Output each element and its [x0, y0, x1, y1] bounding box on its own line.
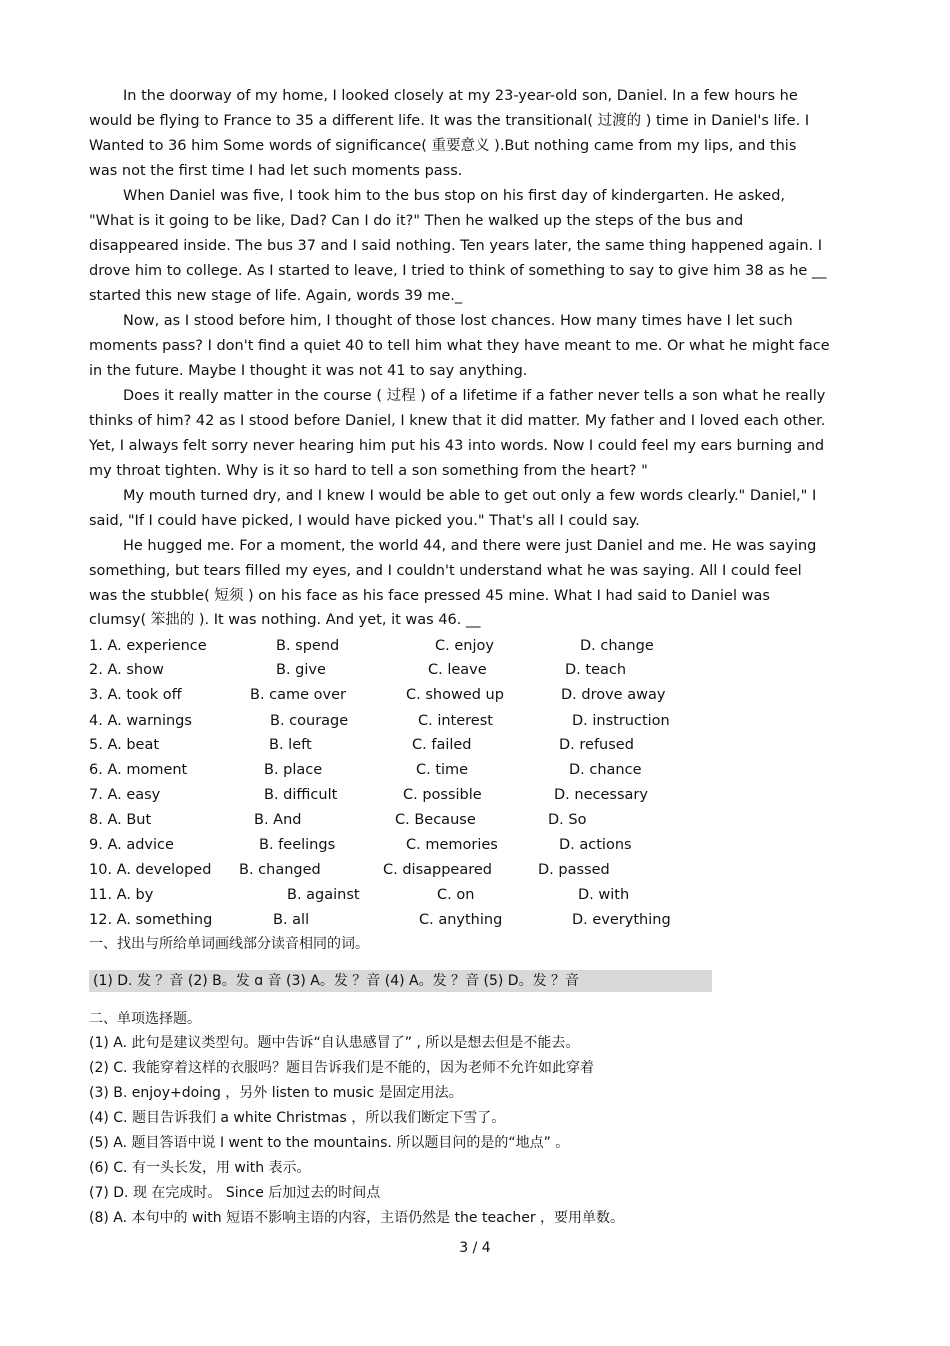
option-c: C. on	[437, 887, 475, 903]
option-a: 5. A. beat	[89, 737, 160, 753]
option-c: C. anything	[419, 912, 503, 928]
passage-line: something, but tears filled my eyes, and I couldn't understand what he was saying. All I could feel	[89, 563, 802, 579]
passage-line: drove him to college. As I started to leave, I tried to think of something to say to give him 38 as he __	[89, 263, 827, 279]
option-a: 1. A. experience	[89, 638, 207, 654]
passage-line: was not the first time I had let such moments pass.	[89, 163, 463, 179]
passage-line: started this new stage of life. Again, words 39 me._	[89, 288, 463, 304]
option-d: D. actions	[559, 837, 632, 853]
passage-line: "What is it going to be like, Dad? Can I do it?" Then he walked up the steps of the bus and	[89, 213, 744, 229]
option-d: D. change	[580, 638, 654, 654]
answer-item: (8) A. 本句中的 with 短语不影响主语的内容，主语仍然是 the teacher ，要用单数。	[89, 1210, 625, 1226]
option-d: D. So	[548, 812, 587, 828]
passage-line: said, "If I could have picked, I would have picked you." That's all I could say.	[89, 513, 640, 529]
page-number: 3 / 4	[459, 1240, 491, 1256]
option-d: D. with	[578, 887, 630, 903]
passage-line: He hugged me. For a moment, the world 44, and there were just Daniel and me. He was saying	[123, 538, 817, 554]
option-c: C. possible	[403, 787, 482, 803]
option-b: B. And	[254, 812, 302, 828]
option-c: C. leave	[428, 662, 487, 678]
option-b: B. left	[269, 737, 312, 753]
option-b: B. spend	[276, 638, 340, 654]
option-c: C. interest	[418, 713, 493, 729]
passage-line: When Daniel was five, I took him to the bus stop on his first day of kindergarten. He asked,	[123, 188, 786, 204]
option-row	[89, 685, 729, 705]
passage-line: clumsy( 笨拙的 ). It was nothing. And yet, it was 46. __	[89, 612, 481, 628]
option-d: D. passed	[538, 862, 610, 878]
option-d: D. necessary	[554, 787, 648, 803]
option-b: B. against	[287, 887, 360, 903]
option-row	[89, 735, 729, 755]
passage-line: Now, as I stood before him, I thought of those lost chances. How many times have I let such	[123, 313, 793, 329]
option-row	[89, 760, 729, 780]
option-a: 6. A. moment	[89, 762, 188, 778]
passage-line: In the doorway of my home, I looked closely at my 23-year-old son, Daniel. In a few hours he	[123, 88, 798, 104]
option-row	[89, 660, 729, 680]
answer-item: (6) C. 有一头长发，用 with 表示。	[89, 1160, 311, 1176]
option-b: B. changed	[239, 862, 321, 878]
answer-item: (7) D. 现 在完成时。 Since 后加过去的时间点	[89, 1185, 381, 1201]
option-c: C. time	[416, 762, 469, 778]
option-c: C. Because	[395, 812, 476, 828]
option-row	[89, 636, 729, 656]
option-c: C. failed	[412, 737, 472, 753]
option-row	[89, 910, 729, 930]
option-a: 7. A. easy	[89, 787, 161, 803]
option-b: B. give	[276, 662, 326, 678]
option-a: 3. A. took off	[89, 687, 182, 703]
option-row	[89, 835, 729, 855]
option-b: B. all	[273, 912, 310, 928]
passage-line: moments pass? I don't find a quiet 40 to tell him what they have meant to me. Or what he might face	[89, 338, 830, 354]
option-a: 11. A. by	[89, 887, 154, 903]
passage-line: disappeared inside. The bus 37 and I said nothing. Ten years later, the same thing happened again. I	[89, 238, 822, 254]
option-b: B. feelings	[259, 837, 336, 853]
passage-line: thinks of him? 42 as I stood before Daniel, I knew that it did matter. My father and I loved each other.	[89, 413, 826, 429]
passage-line: Wanted to 36 him Some words of significance( 重要意义 ).But nothing came from my lips, and this	[89, 138, 797, 154]
passage-line: my throat tighten. Why is it so hard to tell a son something from the heart? "	[89, 463, 648, 479]
option-row	[89, 885, 729, 905]
passage-line: Does it really matter in the course ( 过程 ) of a lifetime if a father never tells a son what he really	[123, 388, 826, 404]
passage-line: My mouth turned dry, and I knew I would be able to get out only a few words clearly." Daniel," I	[123, 488, 817, 504]
passage-line: Yet, I always felt sorry never hearing him put his 43 into words. Now I could feel my ears burning and	[89, 438, 825, 454]
option-c: C. showed up	[406, 687, 504, 703]
option-a: 10. A. developed	[89, 862, 212, 878]
option-b: B. courage	[270, 713, 349, 729]
answer-item: (4) C. 题目告诉我们 a white Christmas ，所以我们断定下雪了。	[89, 1110, 506, 1126]
passage-line: was the stubble( 短须 ) on his face as his face pressed 45 mine. What I had said to Daniel was	[89, 588, 770, 604]
option-d: D. instruction	[572, 713, 670, 729]
option-row	[89, 711, 729, 731]
option-d: D. everything	[572, 912, 671, 928]
answer-item: (1) A. 此句是建议类型句。题中告诉“自认患感冒了” , 所以是想去但是不能去。	[89, 1035, 580, 1051]
option-c: C. enjoy	[435, 638, 494, 654]
option-row	[89, 860, 729, 880]
answer-item: (2) C. 我能穿着这样的衣服吗？题目告诉我们是不能的，因为老师不允许如此穿着	[89, 1060, 594, 1076]
passage-line: in the future. Maybe I thought it was not 41 to say anything.	[89, 363, 528, 379]
option-b: B. difficult	[264, 787, 338, 803]
section1-heading: 一、找出与所给单词画线部分读音相同的词。	[89, 936, 369, 952]
option-d: D. chance	[569, 762, 642, 778]
section1-answer-bar: (1) D. 发 ？音 (2) B。发 ɑ 音 (3) A。发 ？音 (4) A。发 ？音 (5) D。发 ？音	[89, 970, 712, 992]
option-b: B. place	[264, 762, 323, 778]
option-d: D. teach	[565, 662, 627, 678]
option-c: C. memories	[406, 837, 498, 853]
option-b: B. came over	[250, 687, 347, 703]
option-a: 2. A. show	[89, 662, 164, 678]
answer-item: (5) A. 题目答语中说 I went to the mountains. 所以题目问的是的“地点” 。	[89, 1135, 570, 1151]
option-c: C. disappeared	[383, 862, 492, 878]
option-a: 12. A. something	[89, 912, 213, 928]
option-a: 8. A. But	[89, 812, 152, 828]
option-d: D. refused	[559, 737, 634, 753]
option-row	[89, 810, 729, 830]
option-a: 4. A. warnings	[89, 713, 192, 729]
answer-item: (3) B. enjoy+doing ，另外 listen to music 是固定用法。	[89, 1085, 463, 1101]
passage-line: would be flying to France to 35 a different life. It was the transitional( 过渡的 ) time in Daniel's life. I	[89, 113, 810, 129]
section2-heading: 二、单项选择题。	[89, 1011, 201, 1027]
option-d: D. drove away	[561, 687, 666, 703]
option-a: 9. A. advice	[89, 837, 174, 853]
option-row	[89, 785, 729, 805]
